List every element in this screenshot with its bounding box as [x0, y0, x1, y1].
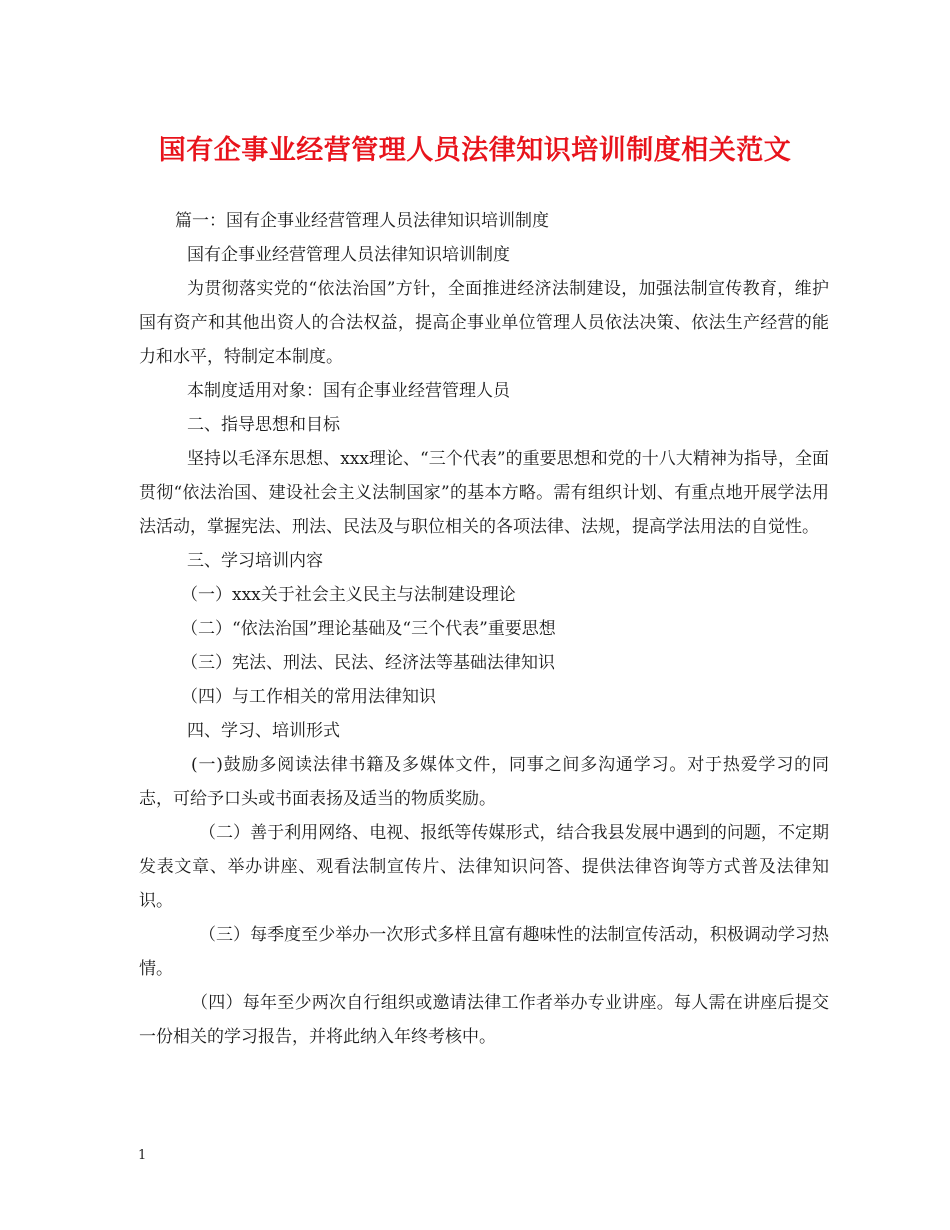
section-heading-guiding-ideology: 二、指导思想和目标: [187, 415, 340, 435]
content-item-1: （一）xxx关于社会主义民主与法制建设理论: [181, 585, 516, 605]
section-heading-training-form: 四、学习、培训形式: [187, 721, 340, 741]
form-item-2: （二）善于利用网络、电视、报纸等传媒形式，结合我县发展中遇到的问题，不定期发表文章、举办讲座、观看法制宣传片、法律知识问答、提供法律咨询等方式普及法律知识。: [139, 823, 829, 911]
content-item-2: （二）“依法治国”理论基础及“三个代表”重要思想: [181, 619, 556, 639]
content-item-4: （四）与工作相关的常用法律知识: [181, 687, 436, 707]
scope-paragraph: 本制度适用对象：国有企事业经营管理人员: [187, 381, 510, 401]
section-heading-part-one: 篇一：国有企事业经营管理人员法律知识培训制度: [175, 211, 549, 231]
form-item-3: （三）每季度至少举办一次形式多样且富有趣味性的法制宣传活动，积极调动学习热情。: [139, 925, 829, 979]
document-body: [139, 204, 829, 1054]
page-number: 1: [138, 1148, 147, 1163]
guiding-ideology-paragraph: 坚持以毛泽东思想、xxx理论、“三个代表”的重要思想和党的十八大精神为指导，全面贯彻“依法治国、建设社会主义法制国家”的基本方略。需有组织计划、有重点地开展学法用法活动，掌握宪法、刑法、民法及与职位相关的各项法律、法规，提高学法用法的自觉性。: [139, 449, 829, 537]
document-title: 国有企事业经营管理人员法律知识培训制度相关范文: [158, 135, 792, 166]
form-item-1: (一)鼓励多阅读法律书籍及多媒体文件，同事之间多沟通学习。对于热爱学习的同志，可给予口头或书面表扬及适当的物质奖励。: [139, 755, 829, 809]
section-heading-training-content: 三、学习培训内容: [187, 551, 323, 571]
subtitle-paragraph: 国有企事业经营管理人员法律知识培训制度: [187, 245, 510, 265]
content-item-3: （三）宪法、刑法、民法、经济法等基础法律知识: [181, 653, 555, 673]
intro-paragraph: 为贯彻落实党的“依法治国”方针，全面推进经济法制建设，加强法制宣传教育，维护国有资产和其他出资人的合法权益，提高企事业单位管理人员依法决策、依法生产经营的能力和水平，特制定本制度。: [139, 279, 829, 367]
form-item-4: （四）每年至少两次自行组织或邀请法律工作者举办专业讲座。每人需在讲座后提交一份相关的学习报告，并将此纳入年终考核中。: [139, 993, 829, 1047]
